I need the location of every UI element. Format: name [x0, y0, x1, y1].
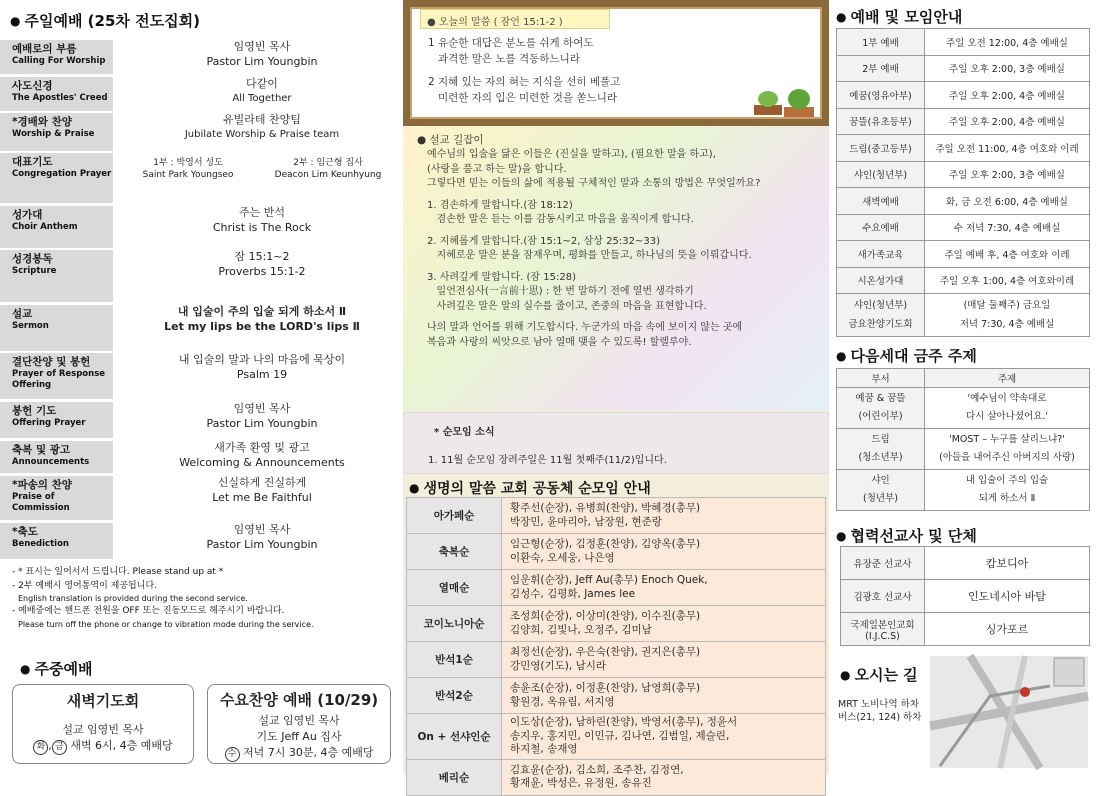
- service-value-en: Proverbs 15:1-2: [218, 264, 306, 278]
- verse-board: [403, 0, 829, 126]
- worship-info-header: ● 예배 및 모임안내: [836, 8, 963, 26]
- service-label-ko: 봉헌 기도: [12, 405, 57, 417]
- service-label-ko: *파송의 찬양: [12, 479, 72, 491]
- group-name: 아가페순: [407, 498, 502, 534]
- service-value-ko: 주는 반석: [238, 206, 285, 219]
- order-of-service-column: [0, 0, 402, 775]
- service-label: [0, 206, 113, 248]
- directions-title: 오시는 길: [854, 666, 918, 684]
- service-label-ko: 성가대: [12, 209, 43, 221]
- worship-time: (매달 둘째주) 금요일 저녁 7:30, 4층 예배실: [925, 294, 1090, 337]
- service-value-en: Pastor Lim Youngbin: [206, 416, 318, 430]
- group-members: 임근형(순장), 김정훈(찬양), 김양옥(총무) 이환숙, 오세웅, 나은영: [502, 534, 826, 570]
- next-gen-row: [837, 388, 1090, 429]
- service-label: [0, 77, 113, 111]
- mission-name: 유장준 선교사: [841, 547, 925, 580]
- next-gen-dept: 샤인 (청년부): [837, 470, 925, 511]
- sermon-line: 3. 사려깊게 말합니다. (잠 15:28): [427, 271, 576, 283]
- midweek-header: ● 주중예배: [20, 660, 93, 678]
- group-name: 열매순: [407, 570, 502, 606]
- worship-name: 시온성가대: [837, 267, 925, 294]
- service-value-ko: 임영빈 목사: [233, 40, 291, 53]
- mission-place: 인도네시아 바탐: [925, 580, 1090, 613]
- prayer-second-ko: 2부 : 임근형 집사: [293, 158, 363, 168]
- next-gen-head-dept: 부서: [837, 369, 925, 388]
- sermon-line: (사랑을 품고 하는 말)을 합니다.: [427, 163, 567, 175]
- next-gen-head: [837, 369, 1090, 388]
- worship-name: 드림(중고등부): [837, 135, 925, 162]
- sermon-line: 1. 겸손하게 말합니다.(잠 18:12): [427, 199, 573, 211]
- wednesday-service-box: [207, 684, 391, 764]
- wednesday-service-title: 수요찬양 예배 (10/29): [219, 691, 379, 709]
- verse-line: 2 지혜 있는 자의 혀는 지식을 선히 베풀고: [428, 75, 621, 88]
- note-line: - * 표시는 일어서서 드립니다. Please stand up at *: [12, 567, 224, 577]
- sermon-line: 예수님의 입술을 닮은 이들은 (진실을 말하고), (필요한 말을 하고),: [427, 149, 716, 160]
- group-row: [407, 498, 826, 534]
- service-label-ko: *경배와 찬양: [12, 116, 72, 128]
- service-value-ko: 유빌라테 찬양팀: [223, 113, 301, 126]
- service-value-en: Let my lips be the LORD's lips Ⅱ: [164, 319, 360, 333]
- dawn-prayer-title: 새벽기도회: [66, 692, 140, 710]
- mission-place: 캄보디아: [925, 547, 1090, 580]
- group-members: 김효윤(순장), 김소희, 조주찬, 김정연, 황재윤, 박성은, 유정원, 송유진: [502, 759, 826, 795]
- service-row: [0, 523, 402, 559]
- service-row: [0, 113, 402, 151]
- info-column: [832, 0, 1096, 775]
- service-label-ko: *축도: [12, 526, 38, 538]
- worship-time: 화, 금 오전 6:00, 4층 예배실: [925, 188, 1090, 215]
- wednesday-time-text: 저녁 7시 30분, 4층 예배당: [243, 746, 374, 759]
- note-line: Please turn off the phone or change to vibration mode during the service.: [18, 619, 314, 629]
- prayer-first-en: Saint Park Youngseo: [142, 170, 234, 181]
- worship-row: [837, 214, 1090, 241]
- service-value: [122, 353, 402, 383]
- next-gen-row: [837, 429, 1090, 470]
- note-line: English translation is provided during the second service.: [18, 594, 248, 603]
- service-label: [0, 441, 113, 473]
- missions-header: ● 협력선교사 및 단체: [836, 527, 977, 545]
- service-row: [0, 476, 402, 520]
- service-label: [0, 305, 113, 351]
- service-label-en: Choir Anthem: [12, 222, 78, 233]
- worship-name: 샤인(청년부) 금요찬양기도회: [837, 294, 925, 337]
- service-row: [0, 305, 402, 351]
- service-label-en: The Apostles' Creed: [12, 93, 108, 104]
- worship-time: 주일 오후 2:00, 3층 예배실: [925, 161, 1090, 188]
- verse-line: 과격한 말은 노를 격동하느니라: [428, 53, 580, 66]
- service-label: [0, 353, 113, 399]
- sermon-line: 나의 말과 언어를 위해 기도합시다. 누군가의 마음 속에 보이지 않는 곳에: [427, 322, 743, 333]
- group-name: 베리순: [407, 759, 502, 795]
- group-row: [407, 570, 826, 606]
- mission-name: 국제일본인교회 (I.J.C.S): [841, 613, 925, 646]
- worship-name: 새가족교육: [837, 241, 925, 268]
- sermon-line: 일언전심사(一言前十思) : 한 번 말하기 전에 열번 생각하기: [427, 286, 694, 297]
- group-members: 이도상(순장), 남하린(찬양), 박영서(총무), 정윤서 송지우, 홍지민, 이민규, 김나연, 김범일, 제슬린, 하지철, 송재영: [502, 714, 826, 760]
- sermon-line: [427, 314, 822, 321]
- service-row: [0, 250, 402, 302]
- prayer-leaders: [122, 157, 402, 181]
- groups-table: [406, 497, 826, 796]
- mission-place: 싱가포르: [925, 613, 1090, 646]
- group-members: 조성희(순장), 이상미(찬양), 이수진(총무) 김양희, 김빛나, 오정주, 김미남: [502, 606, 826, 642]
- service-value: [122, 305, 402, 335]
- service-row: [0, 353, 402, 399]
- service-label: [0, 250, 113, 302]
- verse-text: [428, 35, 620, 106]
- next-gen-row: [837, 470, 1090, 511]
- next-gen-table: [836, 368, 1090, 511]
- verse-line: 1 유순한 대답은 분노를 쉬게 하여도: [428, 37, 594, 49]
- verse-line: 미련한 자의 입은 미련한 것을 쏟느니라: [428, 91, 617, 104]
- service-label-en: Prayer of Response Offering: [12, 369, 106, 390]
- service-value-en: Let me Be Faithful: [212, 490, 312, 504]
- service-value-en: Christ is The Rock: [212, 220, 312, 234]
- note-line: - 예배중에는 핸드폰 전원을 OFF 또는 진동모드로 해주시기 바랍니다.: [12, 606, 285, 616]
- note-line: - 2부 예배시 영어통역이 제공됩니다.: [12, 580, 157, 591]
- service-label: [0, 113, 113, 151]
- service-label-ko: 설교: [12, 308, 33, 320]
- sermon-line: 복음과 사랑의 씨앗으로 남아 열매 맺을 수 있도록! 할렐루야.: [427, 336, 692, 348]
- worship-row: [837, 188, 1090, 215]
- service-value-ko: 새가족 환영 및 광고: [214, 441, 310, 454]
- worship-row: [837, 55, 1090, 82]
- service-value: [122, 441, 402, 471]
- group-row: [407, 678, 826, 714]
- worship-info-table: [836, 28, 1090, 337]
- day-badge-wed: 수: [225, 747, 240, 762]
- service-label-ko: 대표기도: [12, 156, 53, 168]
- worship-name: 예꿈(영유아부): [837, 82, 925, 109]
- service-label-ko: 사도신경: [12, 80, 53, 92]
- service-label: [0, 402, 113, 438]
- day-badge-fri: 금: [52, 740, 67, 755]
- sermon-guide-text: [427, 148, 822, 350]
- service-value-ko: 내 입술의 말과 나의 마음에 묵상이: [178, 353, 346, 366]
- service-label-en: Worship & Praise: [12, 129, 95, 140]
- groups-header: ● 생명의 말씀 교회 공동체 순모임 안내: [409, 478, 651, 498]
- service-value: [122, 113, 402, 141]
- worship-time: 수 저녁 7:30, 4층 예배실: [925, 214, 1090, 241]
- service-row: [0, 206, 402, 248]
- service-value: [122, 476, 402, 506]
- service-label-en: Benediction: [12, 539, 69, 550]
- service-label: [0, 40, 113, 74]
- service-value-en: Pastor Lim Youngbin: [206, 537, 318, 551]
- worship-time: 주일 예배 후, 4층 여호와 이레: [925, 241, 1090, 268]
- worship-name: 1부 예배: [837, 29, 925, 56]
- service-value-ko: 다같이: [246, 77, 278, 90]
- group-name: On + 선샤인순: [407, 714, 502, 760]
- group-row: [407, 759, 826, 795]
- sermon-line: [427, 228, 822, 235]
- service-label-ko: 성경봉독: [12, 253, 53, 265]
- worship-time: 주일 오전 11:00, 4층 여호와 이레: [925, 135, 1090, 162]
- worship-row: [837, 241, 1090, 268]
- worship-name: 2부 예배: [837, 55, 925, 82]
- mission-row: [841, 547, 1090, 580]
- group-name: 코이노니아순: [407, 606, 502, 642]
- day-badge-tue: 화: [33, 740, 48, 755]
- directions-line-2: 버스(21, 124) 하차: [838, 712, 922, 724]
- service-label: [0, 523, 113, 559]
- prayer-first-ko: 1부 : 박영서 성도: [153, 158, 223, 168]
- service-row: [0, 441, 402, 473]
- directions-line-1: MRT 노비나역 하차: [838, 699, 920, 710]
- sermon-line: 지혜로운 말은 분을 잠재우며, 평화를 만들고, 하나님의 뜻을 이뤄갑니다.: [427, 250, 752, 261]
- news-box: [403, 412, 829, 474]
- service-row: [0, 402, 402, 438]
- next-gen-theme: 'MOST – 누구를 살리느냐?' (아들을 내어주신 아버지의 사랑): [925, 429, 1090, 470]
- next-gen-header: ● 다음세대 금주 주제: [836, 347, 977, 365]
- group-name: 축복순: [407, 534, 502, 570]
- worship-row: [837, 29, 1090, 56]
- worship-row: [837, 294, 1090, 337]
- group-row: [407, 642, 826, 678]
- next-gen-theme: '예수님이 약속대로 다시 살아나셨어요.': [925, 388, 1090, 429]
- worship-time: 주일 오후 2:00, 3층 예배실: [925, 55, 1090, 82]
- service-value: [122, 250, 402, 280]
- directions-text: [838, 698, 921, 725]
- sermon-line: 겸손한 말은 듣는 이를 감동시키고 마음을 움직이게 합니다.: [427, 214, 694, 225]
- service-label-en: Scripture: [12, 266, 57, 277]
- next-gen-dept: 예꿈 & 꿈뜰 (어린이부): [837, 388, 925, 429]
- sermon-line: [427, 264, 822, 271]
- worship-time: 주일 오후 2:00, 4층 예배실: [925, 108, 1090, 135]
- verse-title-tag: ● 오늘의 말씀 ( 잠언 15:1-2 ): [420, 9, 610, 29]
- service-value-ko: 잠 15:1~2: [234, 250, 290, 263]
- sunday-service-title: 주일예배 (25차 전도집회): [24, 12, 200, 30]
- service-value: [122, 402, 402, 432]
- group-row: [407, 606, 826, 642]
- group-members: 황주선(순장), 유병희(찬양), 박혜경(총무) 박장민, 윤마리아, 남장원, 현준랑: [502, 498, 826, 534]
- service-value-en: All Together: [232, 92, 292, 104]
- sermon-line: 사려깊은 말은 말의 실수를 줄이고, 존중의 마음을 표현합니다.: [427, 300, 707, 312]
- prayer-second-service: [275, 157, 382, 181]
- next-gen-dept: 드림 (청소년부): [837, 429, 925, 470]
- sermon-line: 그렇다면 믿는 이들의 삶에 적용될 구체적인 말과 소통의 방법은 무엇일까요?: [427, 178, 761, 189]
- mission-row: [841, 580, 1090, 613]
- service-value: [122, 523, 402, 553]
- prayer-first-service: [143, 157, 234, 181]
- dawn-prayer-preacher: 설교 임영빈 목사: [62, 723, 144, 736]
- worship-row: [837, 135, 1090, 162]
- group-row: [407, 714, 826, 760]
- sermon-guide-title: 설교 길잡이: [429, 134, 484, 146]
- groups-title: 생명의 말씀 교회 공동체 순모임 안내: [423, 481, 651, 497]
- wednesday-prayer: 기도 Jeff Au 집사: [256, 730, 342, 743]
- worship-name: 샤인(청년부): [837, 161, 925, 188]
- prayer-second-en: Deacon Lim Keunhyung: [274, 170, 382, 181]
- service-value: [122, 40, 402, 70]
- service-label: [0, 153, 113, 203]
- sermon-column: [403, 0, 829, 790]
- worship-name: 새벽예배: [837, 188, 925, 215]
- service-value-ko: 내 입술이 주의 입술 되게 하소서 Ⅱ: [177, 305, 347, 318]
- group-members: 임운휘(순장), Jeff Au(총무) Enoch Quek, 김성수, 김평화, James lee: [502, 570, 826, 606]
- service-label-ko: 결단찬양 및 봉헌: [12, 356, 91, 368]
- sermon-guide: [403, 126, 829, 410]
- service-label-en: Congregation Prayer: [12, 169, 112, 180]
- service-row: [0, 77, 402, 111]
- service-label-en: Calling For Worship: [12, 56, 106, 67]
- worship-time: 주일 오후 2:00, 4층 예배실: [925, 82, 1090, 109]
- group-row: [407, 534, 826, 570]
- service-label-en: Sermon: [12, 321, 49, 332]
- service-value-en: Pastor Lim Youngbin: [206, 54, 318, 68]
- midweek-title: 주중예배: [34, 660, 93, 678]
- mission-name: 김광호 선교사: [841, 580, 925, 613]
- service-label-ko: 예배로의 부름: [12, 43, 77, 55]
- service-value: [122, 206, 402, 236]
- service-value-ko: 신실하게 진실하게: [217, 476, 307, 489]
- service-label-en: Announcements: [12, 457, 90, 468]
- service-value: [122, 77, 402, 105]
- news-title: * 순모임 소식: [434, 427, 495, 438]
- service-value-en: Psalm 19: [236, 367, 288, 381]
- next-gen-head-theme: 주제: [925, 369, 1090, 388]
- service-notes: [12, 566, 402, 631]
- service-label-en: Offering Prayer: [12, 418, 86, 429]
- service-value-en: Welcoming & Announcements: [179, 455, 345, 469]
- sermon-line: 2. 지혜롭게 말합니다.(잠 15:1~2, 삼상 25:32~33): [427, 235, 660, 247]
- missions-title: 협력선교사 및 단체: [850, 527, 977, 545]
- worship-name: 꿈뜰(유초등부): [837, 108, 925, 135]
- group-members: 송윤조(순장), 이정훈(찬양), 남영희(총무) 황원경, 옥유림, 서지영: [502, 678, 826, 714]
- worship-time: 주일 오후 1:00, 4층 여호와이레: [925, 267, 1090, 294]
- sunday-service-header: ● 주일예배 (25차 전도집회): [10, 12, 200, 30]
- dawn-prayer-time-text: 새벽 6시, 4층 예배당: [70, 739, 173, 752]
- worship-row: [837, 161, 1090, 188]
- group-name: 반석1순: [407, 642, 502, 678]
- group-name: 반석2순: [407, 678, 502, 714]
- news-text: 1. 11월 순모임 장려주일은 11월 첫째주(11/2)입니다.: [428, 455, 667, 466]
- service-row: [0, 40, 402, 74]
- next-gen-theme: 내 입술이 주의 입술 되게 하소서 Ⅱ: [925, 470, 1090, 511]
- wednesday-time: [208, 744, 390, 762]
- group-members: 최정선(순장), 우은숙(찬양), 권지은(총무) 강민영(기도), 남시라: [502, 642, 826, 678]
- mission-row: [841, 613, 1090, 646]
- directions-map-icon: [930, 656, 1088, 768]
- sermon-line: [427, 192, 822, 199]
- dawn-prayer-box: [12, 684, 194, 764]
- plant-pot-icon: [750, 77, 820, 122]
- worship-row: [837, 108, 1090, 135]
- next-gen-title: 다음세대 금주 주제: [850, 347, 977, 365]
- service-label-en: Praise of Commission: [12, 492, 70, 513]
- service-value-en: Jubilate Worship & Praise team: [184, 128, 340, 140]
- service-label: [0, 476, 113, 520]
- service-value: [122, 157, 402, 181]
- dawn-prayer-time: 화 , 금 새벽 6시, 4층 예배당: [13, 737, 193, 755]
- service-value-ko: 임영빈 목사: [233, 523, 291, 536]
- service-row: [0, 153, 402, 203]
- missions-table: [840, 546, 1090, 646]
- worship-row: [837, 267, 1090, 294]
- wednesday-preacher: 설교 임영빈 목사: [258, 714, 340, 727]
- service-value-ko: 임영빈 목사: [233, 402, 291, 415]
- service-label-ko: 축복 및 광고: [12, 444, 71, 456]
- sermon-guide-header: ● 설교 길잡이: [417, 134, 484, 146]
- worship-name: 수요예배: [837, 214, 925, 241]
- worship-info-title: 예배 및 모임안내: [850, 8, 963, 26]
- directions-header: ● 오시는 길: [840, 666, 918, 684]
- worship-time: 주일 오전 12:00, 4층 예배실: [925, 29, 1090, 56]
- verse-title: 오늘의 말씀 ( 잠언 15:1-2 ): [438, 17, 563, 28]
- worship-row: [837, 82, 1090, 109]
